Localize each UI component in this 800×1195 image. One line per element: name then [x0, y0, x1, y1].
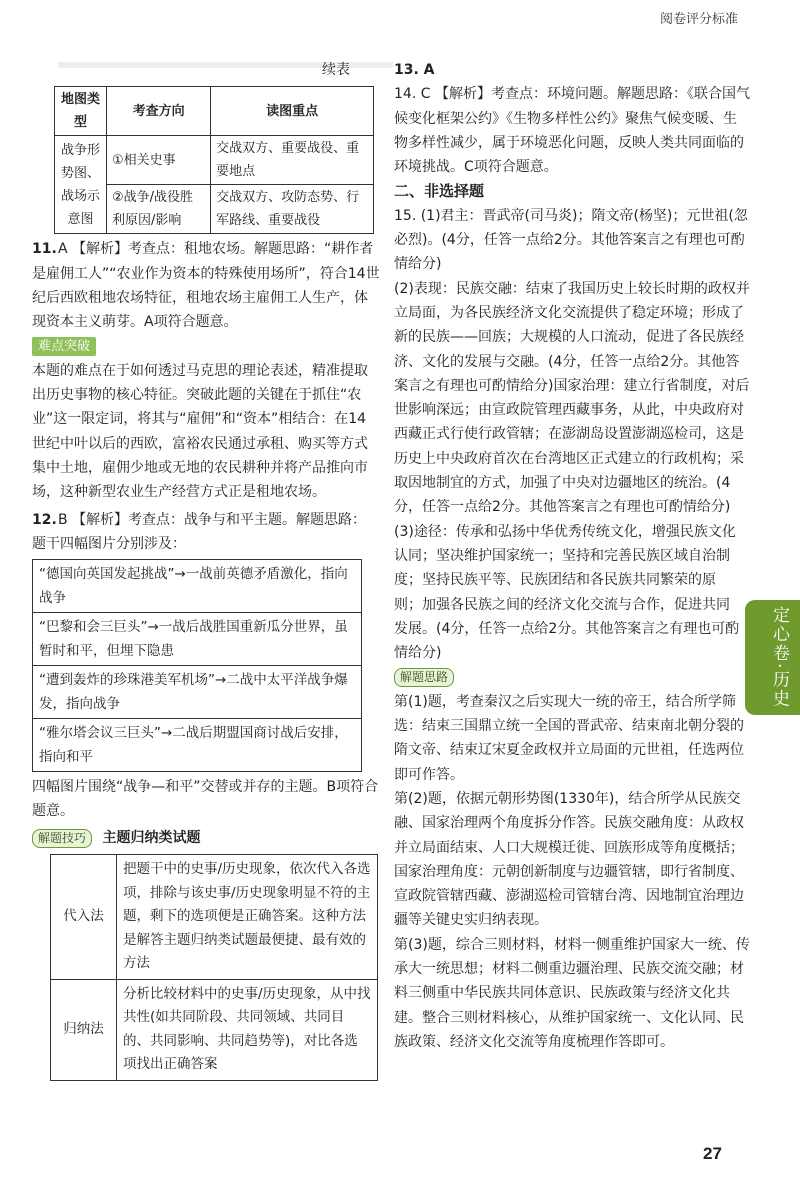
- table-cell: ②战争/战役胜利原因/影响: [107, 185, 211, 234]
- question-12-text: B 【解析】考查点：战争与和平主题。解题思路：题干四幅图片分别涉及：: [32, 511, 367, 552]
- question-12: 12.B 【解析】考查点：战争与和平主题。解题思路：题干四幅图片分别涉及：: [32, 511, 367, 552]
- method-desc-cell: 分析比较材料中的史事/历史现象，从中找共性(如共同阶段、共同领域、共同目的、共同影响、共同趋势等)，对比各选项找出正确答案: [117, 979, 378, 1080]
- section-heading: 二、非选择题: [394, 182, 485, 201]
- question-15-part3: (3)途径：传承和弘扬中华优秀传统文化，增强民族文化认同；坚决维护国家统一；坚持和完善民族区域自治制度；坚持民族平等、民族团结和各民族共同繁荣的原则；加强各民族之间的经济文化交流与合作，促进共同发展。(4分，任答一点给2分。其他答案言之有理也可酌情给分): [394, 523, 740, 662]
- question-15-part1: 15. (1)君主：晋武帝(司马炎)；隋文帝(杨坚)；元世祖(忽必烈)。(4分，任答一点给2分。其他答案言之有理也可酌情给分): [394, 207, 748, 273]
- list-item: “巴黎和会三巨头”→一战后战胜国重新瓜分世界，虽暂时和平，但埋下隐患: [33, 612, 361, 665]
- left-column: [32, 58, 380, 1081]
- list-item: “雅尔塔会议三巨头”→二战后期盟国商讨战后安排，指向和平: [33, 718, 361, 771]
- solution-step-1: 第(1)题，考查秦汉之后实现大一统的帝王，结合所学筛选：结束三国鼎立统一全国的晋武帝、结束南北朝分裂的隋文帝、结束辽宋夏金政权并立局面的元世祖，任选两位即可作答。: [394, 693, 744, 783]
- difficulty-text: 本题的难点在于如何透过马克思的理论表述，精准提取出历史事物的核心特征。突破此题的关键在于抓住“农业”这一限定词，将其与“雇佣”和“资本”相结合：在14世纪中叶以后的西欧，富裕农民通过承租、购买等方式集中土地，雇佣少地或无地的农民耕种并将产品推向市场，这种新型农业生产经营方式正是租地农场。: [32, 362, 368, 501]
- table-header-cell: 读图重点: [211, 87, 374, 136]
- table-cell: 交战双方、攻防态势、行军路线、重要战役: [211, 185, 374, 234]
- table-category-cell: 战争形势图、战场示意图: [55, 136, 107, 234]
- table-header-cell: 地图类型: [55, 87, 107, 136]
- table-caption: 续表: [322, 62, 350, 78]
- solution-step-2: 第(2)题，依据元朝形势图(1330年)，结合所学从民族交融、国家治理两个角度拆分作答。民族交融角度：从政权并立局面结束、人口大规模迁徙、回族形成等角度概括；国家治理角度：元朝创新制度与边疆管辖，即行省制度、宣政院管辖西藏、澎湖巡检司管辖台湾、因地制宜治理边疆等关键史实归纳表现。: [394, 790, 744, 929]
- table-cell: 交战双方、重要战役、重要地点: [211, 136, 374, 185]
- map-type-table: [54, 86, 374, 234]
- technique-tag: 解题技巧: [32, 829, 92, 848]
- solution-idea-tag: 解题思路: [394, 668, 454, 687]
- technique-heading: [32, 826, 380, 850]
- solution-step-3: 第(3)题，综合三则材料，材料一侧重维护国家大一统、传承大一统思想；材料二侧重边疆治理、民族交流交融；材料三侧重中华民族共同体意识、民族政策与经济文化共建。整合三则材料核心，从维护国家统一、文化认同、民族政策、经济文化交流等角度梳理作答即可。: [394, 936, 750, 1050]
- page-number: 27: [703, 1144, 722, 1163]
- page-header-title: 阅卷评分标准: [659, 12, 738, 27]
- table-header-cell: 考查方向: [107, 87, 211, 136]
- method-name-cell: 代入法: [51, 855, 117, 980]
- list-item: “遭到轰炸的珍珠港美军机场”→二战中太平洋战争爆发，指向战争: [33, 665, 361, 718]
- question-11-text: A 【解析】考查点：租地农场。解题思路：“耕作者是雇佣工人”“农业作为资本的特殊使用场所”，符合14世纪后西欧租地农场特征，租地农场主雇佣工人生产，体现资本主义萌芽。A项符合题意。: [32, 241, 380, 331]
- question-13: 13. A: [394, 62, 435, 78]
- table-cell: ①相关史事: [107, 136, 211, 185]
- method-desc-cell: 把题干中的史事/历史现象，依次代入各选项，排除与该史事/历史现象明显不符的主题，剩下的选项便是正确答案。这种方法是解答主题归纳类试题最便捷、最有效的方法: [117, 855, 378, 980]
- difficulty-tag: 难点突破: [32, 337, 96, 356]
- list-item: “德国向英国发起挑战”→一战前英德矛盾激化，指向战争: [39, 566, 348, 607]
- technique-table: [50, 854, 378, 1081]
- question-15-part2: (2)表现：民族交融：结束了我国历史上较长时期的政权并立局面，为各民族经济文化交流提供了稳定环境；形成了新的民族——回族；大规模的人口流动，促进了各民族经济、文化的发展与交融。(4分，任答一点给2分。其他答案言之有理也可酌情给分)国家治理：建立行省制度，对后世影响深远；由宣政院管理西藏事务，从此，中央政府对西藏正式行使行政管辖；在澎湖岛设置澎湖巡检司，这是历史上中央政府首次在台湾地区正式建立的行政机构；采取因地制宜的方式，加强了中央对边疆地区的统治。(4分，任答一点给2分。其他答案言之有理也可酌情给分): [394, 280, 750, 516]
- q12-image-list: [32, 559, 362, 772]
- technique-title: 主题归纳类试题: [102, 829, 201, 846]
- method-name-cell: 归纳法: [51, 979, 117, 1080]
- right-column: [394, 58, 750, 1054]
- q12-conclusion: 四幅图片围绕“战争—和平”交替或并存的主题。B项符合题意。: [32, 779, 379, 820]
- question-11: 11.A 【解析】考查点：租地农场。解题思路：“耕作者是雇佣工人”“农业作为资本的特殊使用场所”，符合14世纪后西欧租地农场特征，租地农场主雇佣工人生产，体现资本主义萌芽。A项符合题意。: [32, 241, 380, 331]
- side-tab: 定心卷·历史: [745, 600, 800, 715]
- question-14: 14. C 【解析】考查点：环境问题。解题思路：《联合国气候变化框架公约》《生物多样性公约》聚焦气候变暖、生物多样性减少，属于环境恶化问题，反映人类共同面临的环境挑战。C项符合题意。: [394, 86, 750, 176]
